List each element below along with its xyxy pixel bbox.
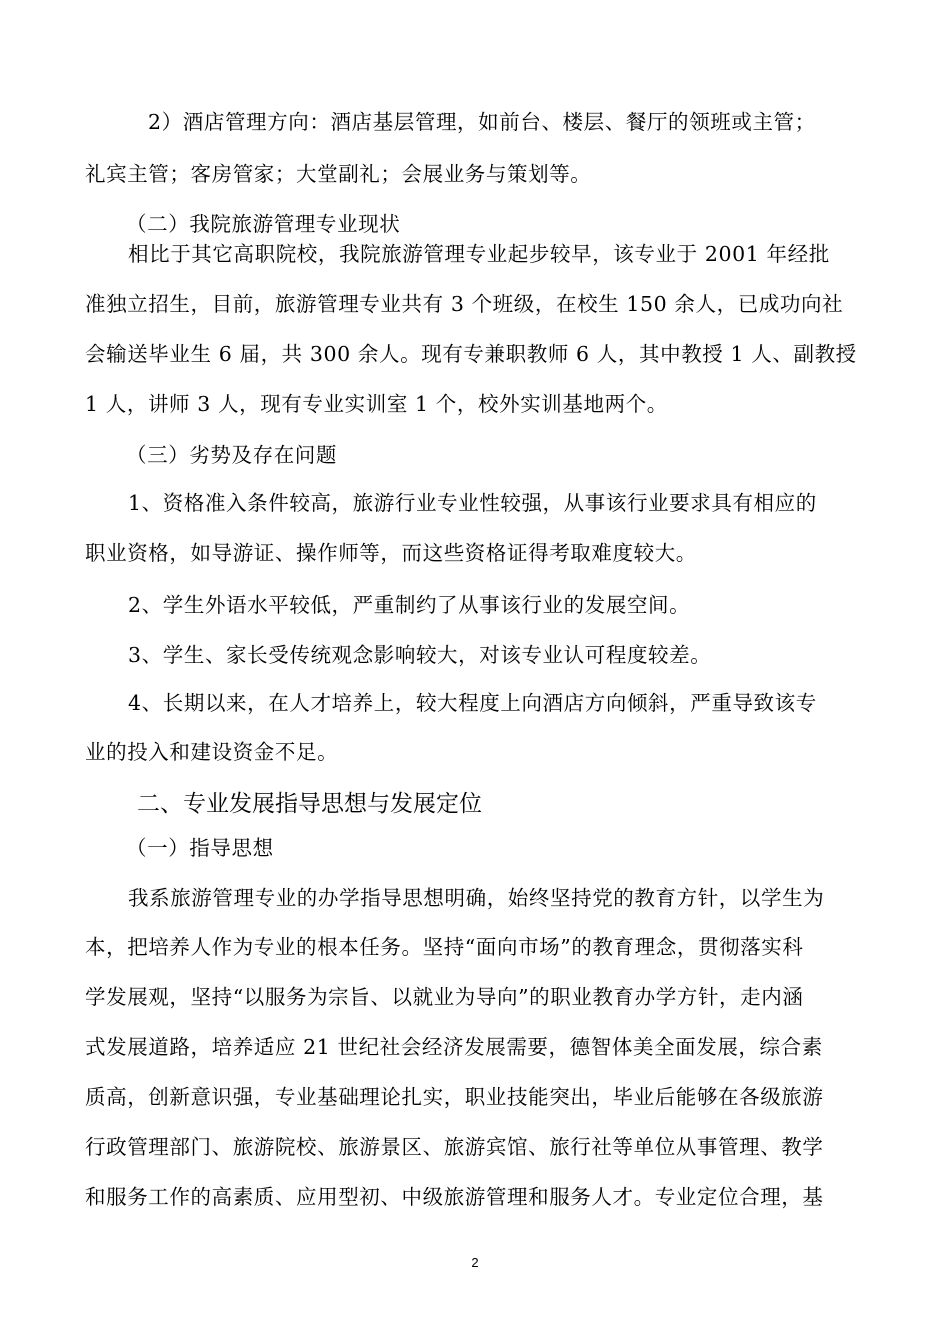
problem-3-line-1: 3、学生、家长受传统观念影响较大，对该专业认可程度较差。 — [128, 643, 712, 667]
page-number: 2 — [471, 1255, 479, 1270]
guiding-paragraph-line-6: 行政管理部门、旅游院校、旅游景区、旅游宾馆、旅行社等单位从事管理、教学 — [85, 1135, 824, 1159]
problem-4-line-1: 4、长期以来，在人才培养上，较大程度上向酒店方向倾斜，严重导致该专 — [128, 691, 817, 715]
status-paragraph-line-3: 会输送毕业生 6 届，共 300 余人。现有专兼职教师 6 人，其中教授 1 人、副教授 — [85, 342, 857, 366]
guiding-paragraph-line-2: 本，把培养人作为专业的根本任务。坚持“面向市场”的教育理念，贯彻落实科 — [85, 935, 804, 959]
guiding-paragraph-line-7: 和服务工作的高素质、应用型初、中级旅游管理和服务人才。专业定位合理，基 — [85, 1185, 824, 1209]
status-heading: （二）我院旅游管理专业现状 — [126, 212, 401, 236]
problem-4-line-2: 业的投入和建设资金不足。 — [85, 740, 339, 764]
hotel-direction-line-1: 2）酒店管理方向：酒店基层管理，如前台、楼层、餐厅的领班或主管； — [148, 110, 816, 134]
guiding-paragraph-line-5: 质高，创新意识强，专业基础理论扎实，职业技能突出，毕业后能够在各级旅游 — [85, 1085, 824, 1109]
guiding-paragraph-line-3: 学发展观，坚持“以服务为宗旨、以就业为导向”的职业教育办学方针，走内涵 — [85, 985, 804, 1009]
guiding-paragraph-line-1: 我系旅游管理专业的办学指导思想明确，始终坚持党的教育方针，以学生为 — [128, 886, 825, 910]
section-two-heading: 二、专业发展指导思想与发展定位 — [137, 791, 482, 817]
hotel-direction-line-2: 礼宾主管；客房管家；大堂副礼；会展业务与策划等。 — [85, 162, 592, 186]
guiding-thought-subheading: （一）指导思想 — [126, 836, 274, 860]
status-paragraph-line-2: 准独立招生，目前，旅游管理专业共有 3 个班级，在校生 150 余人，已成功向社 — [85, 292, 844, 316]
problem-2-line-1: 2、学生外语水平较低，严重制约了从事该行业的发展空间。 — [128, 593, 691, 617]
status-paragraph-line-4: 1 人，讲师 3 人，现有专业实训室 1 个，校外实训基地两个。 — [85, 392, 668, 416]
problem-1-line-2: 职业资格，如导游证、操作师等，而这些资格证得考取难度较大。 — [85, 541, 697, 565]
problem-1-line-1: 1、资格准入条件较高，旅游行业专业性较强，从事该行业要求具有相应的 — [128, 491, 817, 515]
problems-heading: （三）劣势及存在问题 — [126, 443, 337, 467]
status-paragraph-line-1: 相比于其它高职院校，我院旅游管理专业起步较早，该专业于 2001 年经批 — [128, 242, 830, 266]
guiding-paragraph-line-4: 式发展道路，培养适应 21 世纪社会经济发展需要，德智体美全面发展，综合素 — [85, 1035, 823, 1059]
